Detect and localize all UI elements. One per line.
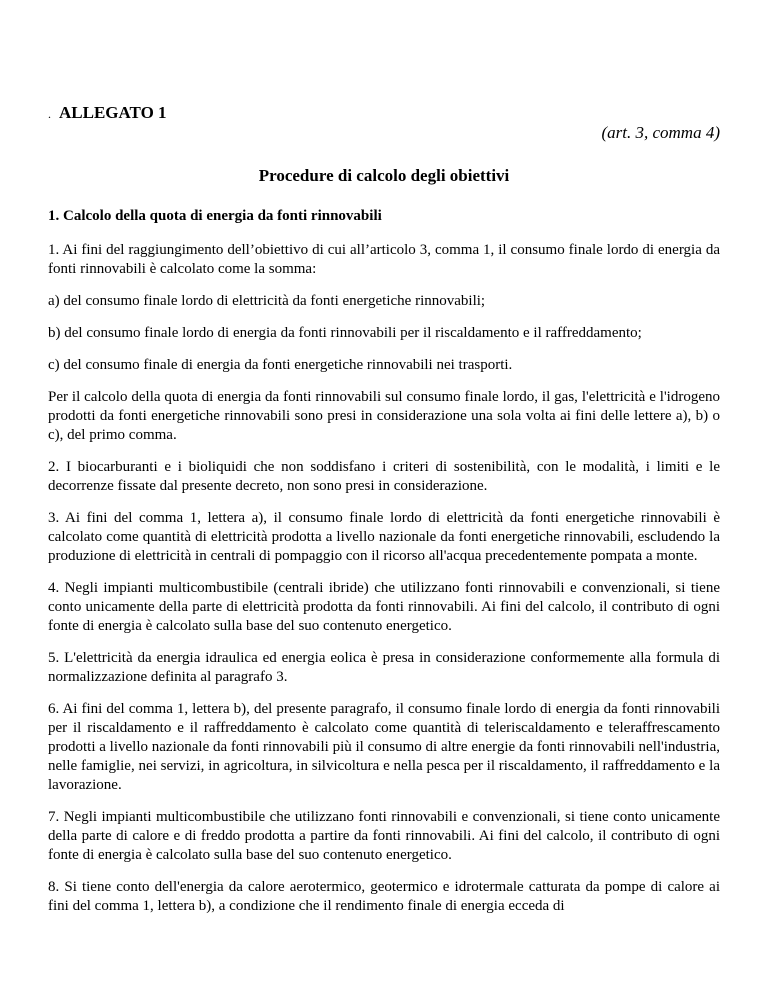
section-heading: 1. Calcolo della quota di energia da fonti rinnovabili [48,208,382,224]
document-title: Procedure di calcolo degli obiettivi [258,166,510,185]
list-item-b: b) del consumo finale lordo di energia da fonti rinnovabili per il riscaldamento e il raffreddamento; [48,325,642,341]
paragraph: 3. Ai fini del comma 1, lettera a), il consumo finale lordo di elettricità da fonti energetiche rinnovabili è calcolato come quantità di elettricità prodotta a livello nazionale da fonti energetiche rinnovabili, escludendo la produzione di elettricità in centrali di pompaggio con il ricorso all'acqua precedentemente pompata a monte. [48,510,720,564]
annex-label: ALLEGATO 1 [59,103,167,122]
paragraph: 5. L'elettricità da energia idraulica ed energia eolica è presa in considerazione conformemente alla formula di normalizzazione definita al paragrafo 3. [48,650,720,685]
list-item-c: c) del consumo finale di energia da fonti energetiche rinnovabili nei trasporti. [48,357,513,373]
article-reference: (art. 3, comma 4) [601,123,720,142]
paragraph: 4. Negli impianti multicombustibile (centrali ibride) che utilizzano fonti rinnovabili e convenzionali, si tiene conto unicamente della parte di elettricità prodotta da fonti rinnovabili. Ai fini del calcolo, il contributo di ogni fonte di energia è calcolato sulla base del suo contenuto energetico. [48,580,720,634]
paragraph: 1. Ai fini del raggiungimento dell’obiettivo di cui all’articolo 3, comma 1, il consumo finale lordo di energia da fonti rinnovabili è calcolato come la somma: [48,242,720,277]
header-dot: . [48,107,51,121]
paragraph: 8. Si tiene conto dell'energia da calore aerotermico, geotermico e idrotermale catturata da pompe di calore ai fini del comma 1, lettera b), a condizione che il rendimento finale di energia ecceda di [48,879,720,914]
paragraph: Per il calcolo della quota di energia da fonti rinnovabili sul consumo finale lordo, il gas, l'elettricità e l'idrogeno prodotti da fonti energetiche rinnovabili sono presi in considerazione una sola volta ai fini delle lettere a), b) o c), del primo comma. [48,389,720,443]
paragraph: 6. Ai fini del comma 1, lettera b), del presente paragrafo, il consumo finale lordo di energia da fonti rinnovabili per il riscaldamento e il raffreddamento è calcolato come quantità di teleriscaldamento e teleraffrescamento prodotti a livello nazionale da fonti rinnovabili più il consumo di altre energie da fonti rinnovabili nell'industria, nelle famiglie, nei servizi, in agricoltura, in silvicoltura e nella pesca per il riscaldamento, il raffreddamento e la lavorazione. [48,701,720,793]
paragraph: 2. I biocarburanti e i bioliquidi che non soddisfano i criteri di sostenibilità, con le modalità, i limiti e le decorrenze fissate dal presente decreto, non sono presi in considerazione. [48,459,720,494]
document-body [48,207,720,929]
document-header [48,103,720,143]
paragraph: 7. Negli impianti multicombustibile che utilizzano fonti rinnovabili e convenzionali, si tiene conto unicamente della parte di calore e di freddo prodotta a partire da fonti rinnovabili. Ai fini del calcolo, il contributo di ogni fonte di energia è calcolato sulla base del suo contenuto energetico. [48,809,720,863]
list-item-a: a) del consumo finale lordo di elettricità da fonti energetiche rinnovabili; [48,293,486,309]
